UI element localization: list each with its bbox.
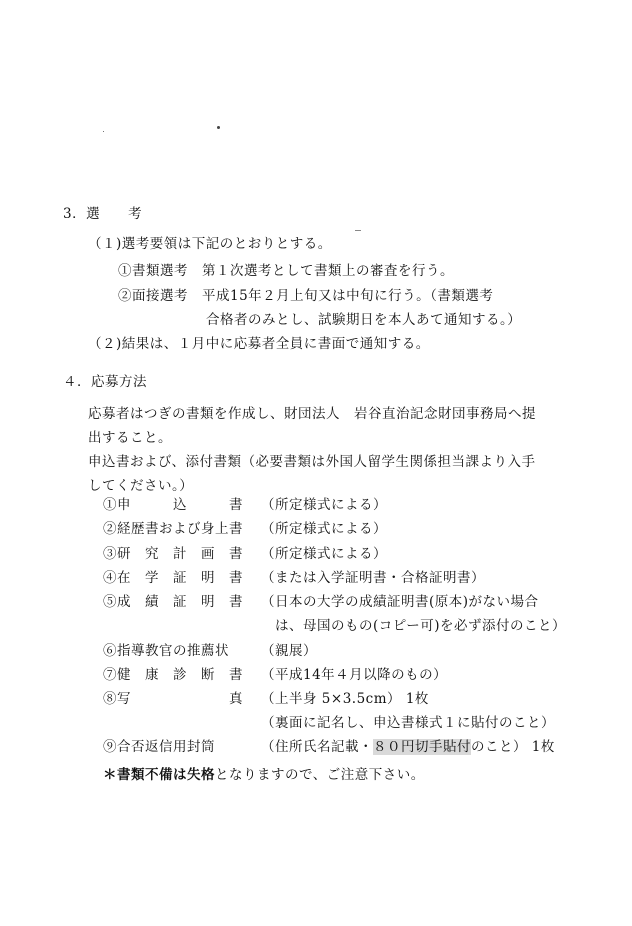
selection-item-1b: ②面接選考 平成15年２月上旬又は中旬に行う。（書類選考 bbox=[118, 288, 494, 304]
document-row bbox=[103, 738, 555, 756]
document-row bbox=[103, 666, 447, 684]
scan-speck bbox=[217, 126, 220, 129]
section4-heading: ４．応募方法 bbox=[63, 374, 147, 390]
document-label: ③研 究 計 画 書 bbox=[103, 546, 243, 562]
document-description: （平成14年４月以降のもの） bbox=[261, 667, 448, 683]
document-description: （または入学証明書・合格証明書） bbox=[261, 570, 485, 586]
note-asterisk: ＊ bbox=[103, 767, 117, 783]
document-row bbox=[103, 545, 387, 563]
documents-paragraph-line-1: 申込書および、添付書類（必要書類は外国人留学生関係担当課より入手 bbox=[88, 454, 536, 470]
selection-item-1a: ①書類選考 第１次選考として書類上の審査を行う。 bbox=[118, 263, 454, 279]
note-text: となりますので、ご注意下さい。 bbox=[215, 767, 425, 783]
stamp-highlight: ８０円切手貼付 bbox=[373, 739, 471, 755]
document-description: （所定様式による） bbox=[261, 546, 387, 562]
document-description: （所定様式による） bbox=[261, 521, 387, 537]
disqualification-note bbox=[103, 766, 425, 784]
document-label: ⑦健 康 診 断 書 bbox=[103, 667, 243, 683]
document-row bbox=[103, 569, 485, 587]
selection-item-1b-continued: 合格者のみとし、試験期日を本人あて通知する。） bbox=[206, 312, 522, 328]
document-description: （上半身 5×3.5cm） 1枚 bbox=[261, 691, 429, 707]
note-bold-text: 書類不備は失格 bbox=[117, 767, 215, 783]
document-description: （裏面に記名し、申込書様式１に貼付のこと） bbox=[261, 715, 555, 731]
document-label: ①申 込 書 bbox=[103, 497, 243, 513]
document-label: ⑨合否返信用封筒 bbox=[103, 739, 215, 755]
document-description: （住所氏名記載・ bbox=[261, 739, 373, 755]
document-label: ④在 学 証 明 書 bbox=[103, 570, 243, 586]
section3-heading: 3．選 考 bbox=[63, 206, 143, 222]
document-description: は、母国のもの(コピー可)を必ず添付のこと） bbox=[261, 618, 566, 634]
document-label: ⑥指導教官の推薦状 bbox=[103, 643, 229, 659]
document-description-tail: のこと） 1枚 bbox=[471, 739, 555, 755]
documents-paragraph-line-2: してください。） bbox=[88, 478, 194, 494]
document-row bbox=[103, 593, 539, 611]
document-row-continued bbox=[103, 617, 566, 635]
document-label: ⑧写 真 bbox=[103, 691, 243, 707]
scan-speck bbox=[103, 131, 104, 132]
selection-item-1: （１)選考要領は下記のとおりとする。 bbox=[88, 236, 332, 252]
document-description: （所定様式による） bbox=[261, 497, 387, 513]
document-row bbox=[103, 690, 429, 708]
document-description: （親展） bbox=[261, 643, 317, 659]
document-description: （日本の大学の成績証明書(原本)がない場合 bbox=[261, 594, 539, 610]
application-paragraph-line-2: 出すること。 bbox=[88, 430, 172, 446]
document-row-continued bbox=[103, 714, 555, 732]
selection-item-2: （２)結果は、１月中に応募者全員に書面で通知する。 bbox=[88, 336, 430, 352]
scan-mark bbox=[355, 230, 361, 231]
application-paragraph-line-1: 応募者はつぎの書類を作成し、財団法人 岩谷直治記念財団事務局へ提 bbox=[88, 406, 536, 422]
document-label: ②経歴書および身上書 bbox=[103, 521, 243, 537]
document-row bbox=[103, 520, 387, 538]
document-row bbox=[103, 496, 387, 514]
document-row bbox=[103, 642, 317, 660]
document-label: ⑤成 績 証 明 書 bbox=[103, 594, 243, 610]
